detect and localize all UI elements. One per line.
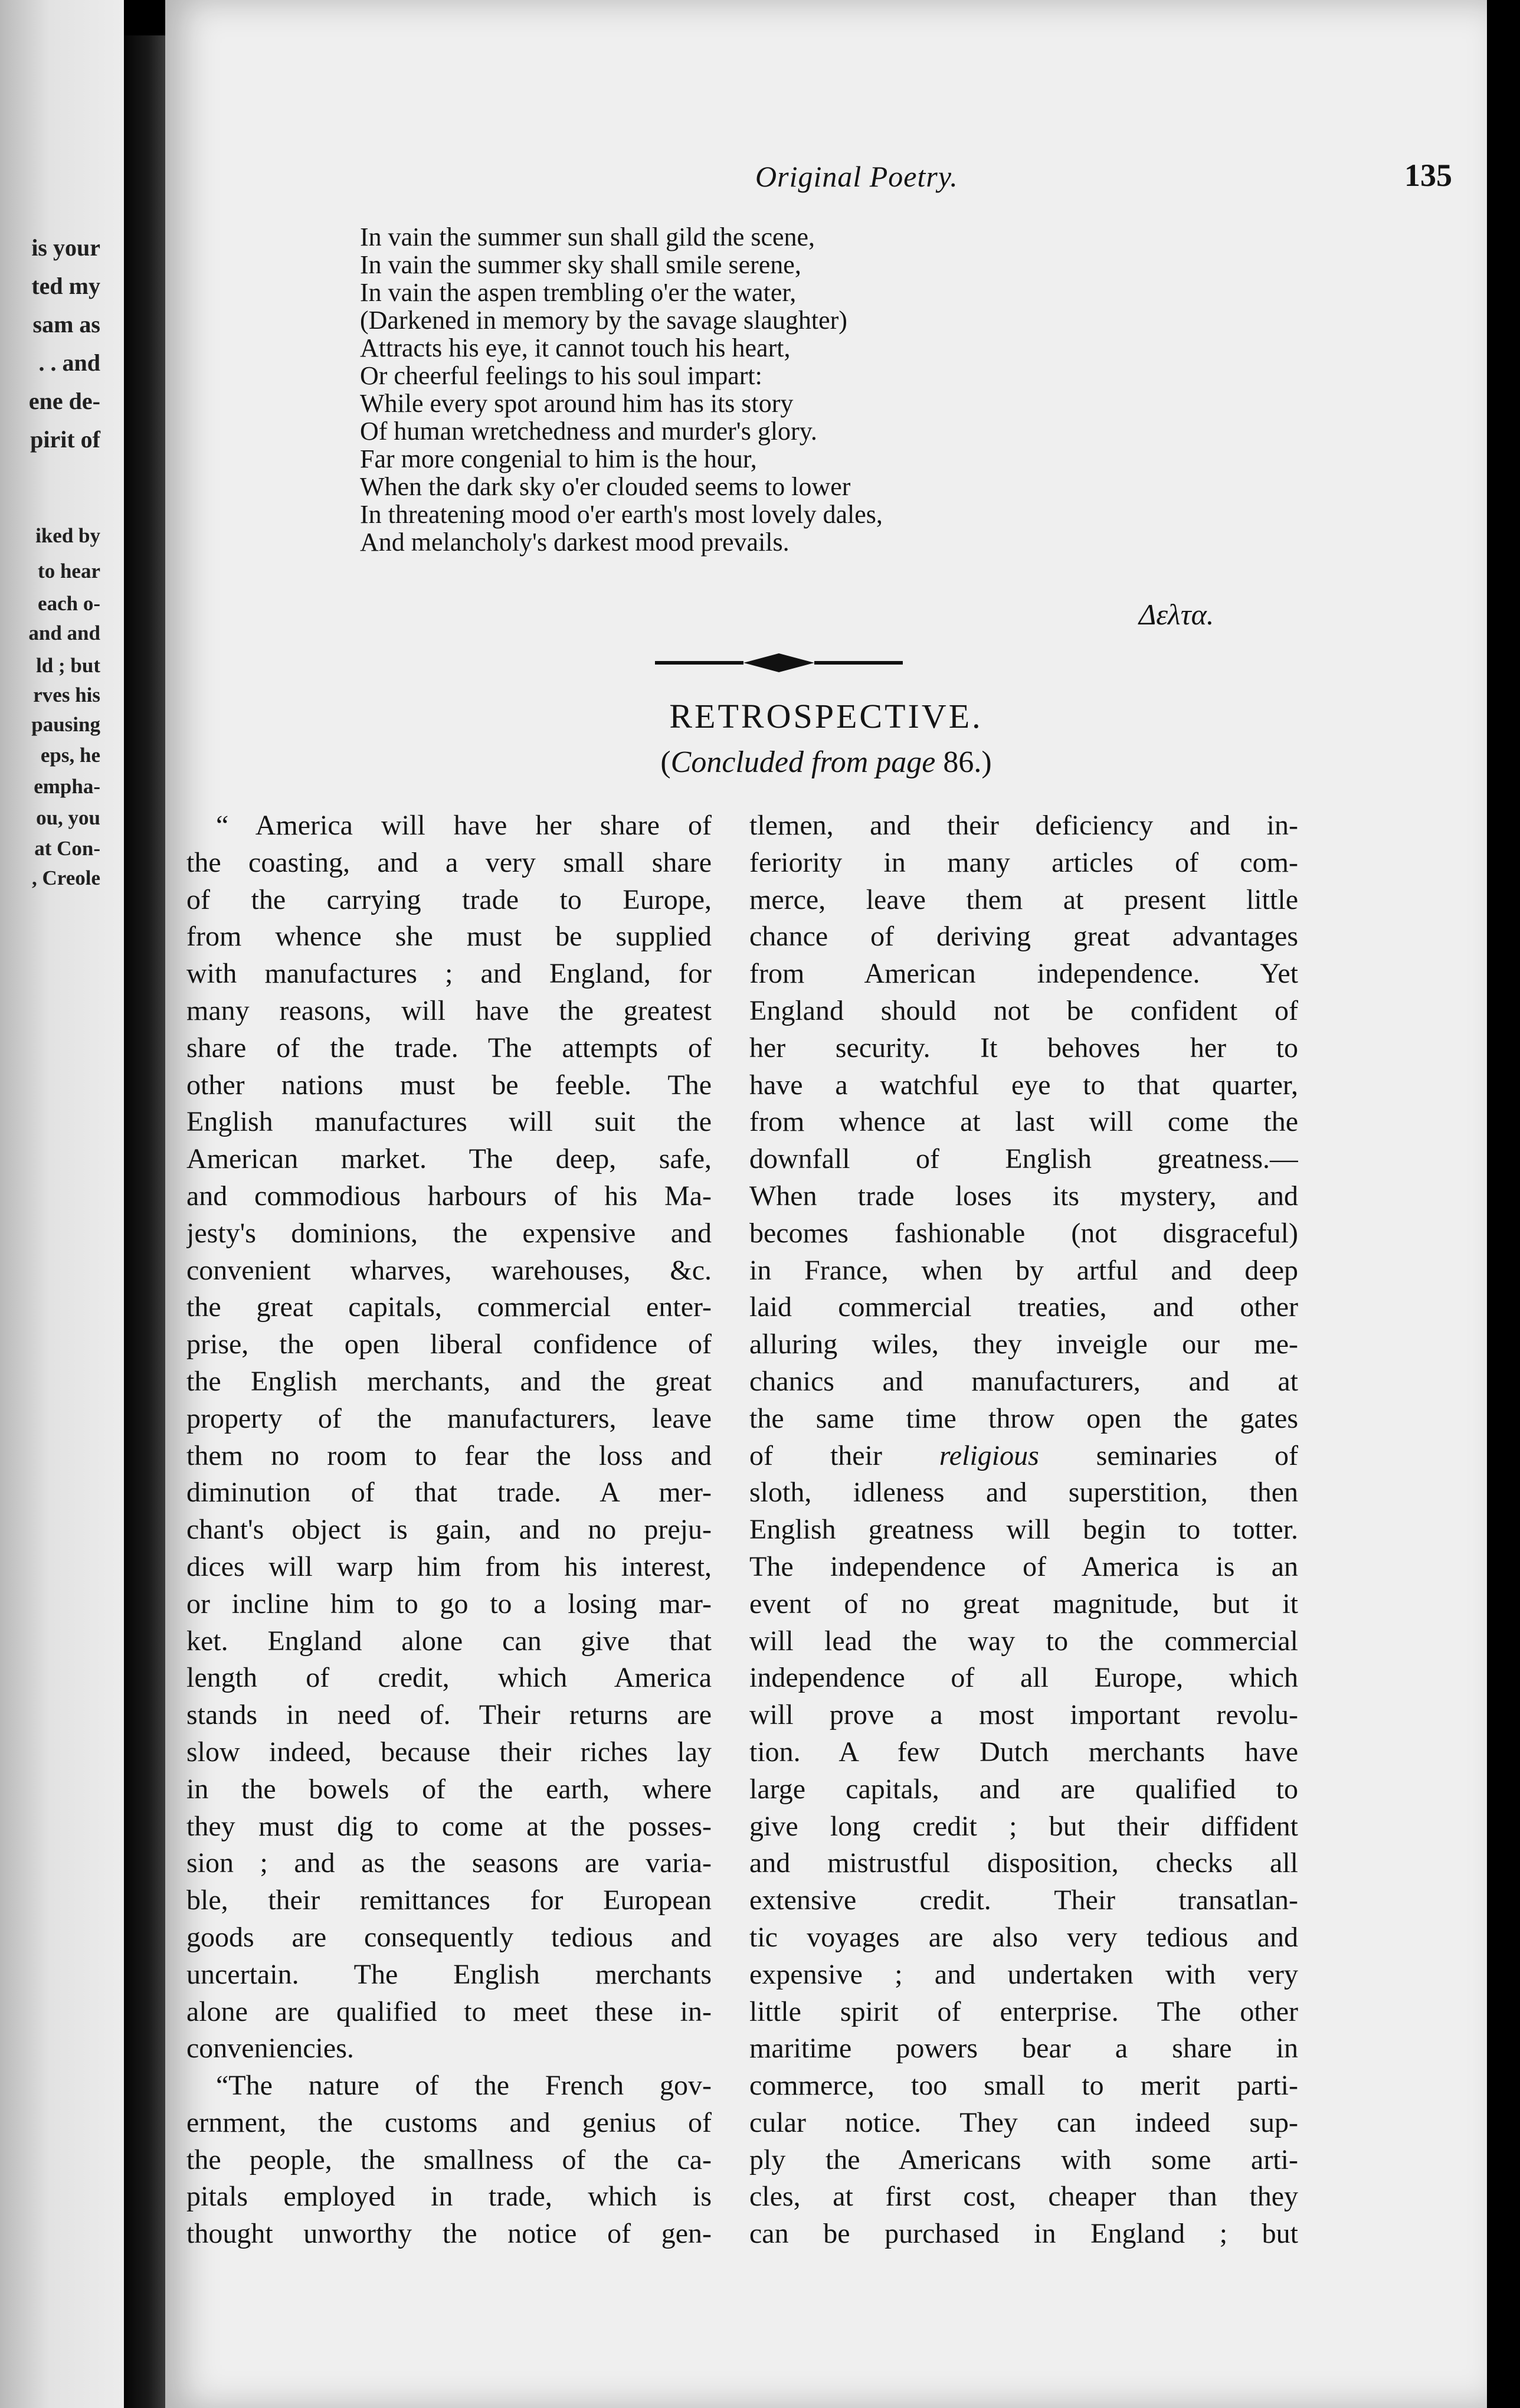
text-line: The independence of America is an	[749, 1550, 1298, 1582]
text-line: give long credit ; but their diffident	[749, 1810, 1298, 1842]
left-page-fragment: to hear	[38, 560, 100, 583]
left-page-fragment: pausing	[31, 713, 100, 736]
book-gutter	[124, 35, 165, 2408]
left-page-fragment: sam as	[32, 311, 100, 338]
text-line: alluring wiles, they inveigle our me-	[749, 1329, 1298, 1360]
text-line: When trade loses its mystery, and	[749, 1180, 1298, 1212]
poem-line: And melancholy's darkest mood prevails.	[360, 528, 790, 557]
text-line: ply the Americans with some arti-	[749, 2144, 1298, 2175]
text-line: laid commercial treaties, and other	[749, 1291, 1298, 1323]
left-column	[186, 807, 712, 2253]
text-line: ble, their remittances for European	[186, 1884, 712, 1916]
text-line: event of no great magnitude, but it	[749, 1588, 1298, 1619]
scan-right-edge	[1487, 0, 1520, 2408]
text-line: with manufactures ; and England, for	[186, 958, 712, 990]
text-line: from American independence. Yet	[749, 958, 1298, 990]
poem-line: In vain the summer sky shall smile serene,	[360, 250, 801, 279]
text-line: extensive credit. Their transatlan-	[749, 1884, 1298, 1916]
text-line: American market. The deep, safe,	[186, 1143, 712, 1175]
text-line: jesty's dominions, the expensive and	[186, 1217, 712, 1249]
text-line: stands in need of. Their returns are	[186, 1699, 712, 1731]
page-number: 135	[1404, 158, 1452, 193]
text-line: merce, leave them at present little	[749, 884, 1298, 915]
text-line: from whence she must be supplied	[186, 921, 712, 953]
text-line: length of credit, which America	[186, 1662, 712, 1694]
text-line: cles, at first cost, cheaper than they	[749, 2181, 1298, 2213]
left-page-fragment: at Con-	[34, 837, 100, 860]
left-page-fragment: , Creole	[32, 866, 100, 889]
text-line: commerce, too small to merit parti-	[749, 2070, 1298, 2102]
text-line: share of the trade. The attempts of	[186, 1032, 712, 1064]
text-line: and commodious harbours of his Ma-	[186, 1180, 712, 1212]
text-line: the same time throw open the gates	[749, 1402, 1298, 1434]
poem-line: Of human wretchedness and murder's glory.	[360, 417, 817, 446]
text-line: her security. It behoves her to	[749, 1032, 1298, 1064]
poem-line: In vain the summer sun shall gild the scene,	[360, 223, 815, 251]
text-line: in the bowels of the earth, where	[186, 1773, 712, 1805]
text-line: sloth, idleness and superstition, then	[749, 1477, 1298, 1509]
text-line: “The nature of the French gov-	[216, 2070, 712, 2102]
poem-line: Attracts his eye, it cannot touch his heart,	[360, 333, 791, 362]
text-line: dices will warp him from his interest,	[186, 1550, 712, 1582]
poem-line: In vain the aspen trembling o'er the water,	[360, 278, 797, 307]
left-page-fragment: eps, he	[40, 744, 100, 767]
left-page-fragment: . . and	[38, 349, 100, 376]
poem-line: (Darkened in memory by the savage slaughter)	[360, 306, 847, 335]
text-line: sion ; and as the seasons are varia-	[186, 1847, 712, 1879]
text-line: will prove a most important revolu-	[749, 1699, 1298, 1731]
text-line: maritime powers bear a share in	[749, 2033, 1298, 2065]
text-line: conveniencies.	[186, 2033, 354, 2065]
left-page-fragment: and and	[28, 621, 100, 644]
text-line: will lead the way to the commercial	[749, 1625, 1298, 1657]
text-line: tion. A few Dutch merchants have	[749, 1736, 1298, 1768]
text-line: English greatness will begin to totter.	[749, 1514, 1298, 1546]
ornament-divider-icon	[655, 652, 903, 673]
article-subtitle: (Concluded from page 86.)	[660, 745, 992, 779]
text-line: property of the manufacturers, leave	[186, 1402, 712, 1434]
text-line: feriority in many articles of com-	[749, 846, 1298, 878]
text-line: in France, when by artful and deep	[749, 1254, 1298, 1286]
text-line: ket. England alone can give that	[186, 1625, 712, 1657]
text-line: many reasons, will have the greatest	[186, 994, 712, 1026]
text-line: other nations must be feeble. The	[186, 1069, 712, 1101]
left-page-fragment: ted my	[31, 273, 100, 299]
text-line: thought unworthy the notice of gen-	[186, 2218, 712, 2250]
text-line: uncertain. The English merchants	[186, 1958, 712, 1990]
previous-page-edge	[0, 0, 124, 2408]
text-line: the great capitals, commercial enter-	[186, 1291, 712, 1323]
text-line: downfall of English greatness.—	[749, 1143, 1298, 1175]
text-line: slow indeed, because their riches lay	[186, 1736, 712, 1768]
poem-line: Far more congenial to him is the hour,	[360, 444, 757, 473]
text-line: chanics and manufacturers, and at	[749, 1365, 1298, 1397]
text-line: the people, the smallness of the ca-	[186, 2144, 712, 2175]
left-page-fragment: ld ; but	[36, 654, 100, 677]
text-line: have a watchful eye to that quarter,	[749, 1069, 1298, 1101]
poem	[360, 223, 883, 556]
text-line: large capitals, and are qualified to	[749, 1773, 1298, 1805]
left-page-fragment: rves his	[33, 683, 100, 706]
subtitle-page: 86.)	[935, 745, 992, 779]
left-page-fragment: ene de-	[28, 388, 100, 414]
poem-line: While every spot around him has its story	[360, 389, 794, 418]
article-title: RETROSPECTIVE.	[669, 697, 983, 735]
subtitle-italic: Concluded from page	[670, 745, 936, 779]
text-line: of the carrying trade to Europe,	[186, 884, 712, 915]
left-page-fragment: pirit of	[30, 426, 100, 453]
text-line: can be purchased in England ; but	[749, 2218, 1298, 2250]
text-line: tic voyages are also very tedious and	[749, 1921, 1298, 1953]
text-line: the coasting, and a very small share	[186, 846, 712, 878]
text-line: alone are qualified to meet these in-	[186, 1995, 712, 2027]
left-page-fragment: empha-	[34, 775, 100, 798]
text-line: convenient wharves, warehouses, &c.	[186, 1254, 712, 1286]
text-line: they must dig to come at the posses-	[186, 1810, 712, 1842]
text-line: the English merchants, and the great	[186, 1365, 712, 1397]
running-head: Original Poetry.	[755, 160, 958, 193]
emphasis-word: religious	[939, 1439, 1039, 1471]
text-line: England should not be confident of	[749, 994, 1298, 1026]
text-line: diminution of that trade. A mer-	[186, 1477, 712, 1509]
text-line: cular notice. They can indeed sup-	[749, 2106, 1298, 2138]
text-line: little spirit of enterprise. The other	[749, 1995, 1298, 2027]
text-line: tlemen, and their deficiency and in-	[749, 810, 1298, 841]
text-line: chant's object is gain, and no preju-	[186, 1514, 712, 1546]
book-page	[165, 0, 1487, 2408]
text-line: and mistrustful disposition, checks all	[749, 1847, 1298, 1879]
right-column	[749, 807, 1298, 2253]
text-line: from whence at last will come the	[749, 1106, 1298, 1138]
poem-line: In threatening mood o'er earth's most lovely dales,	[360, 500, 883, 529]
poem-line: When the dark sky o'er clouded seems to lower	[360, 472, 851, 501]
left-page-fragment: iked by	[35, 524, 100, 547]
poem-signature: Δελτα.	[1139, 598, 1214, 631]
text-line: ernment, the customs and genius of	[186, 2106, 712, 2138]
text-line: or incline him to go to a losing mar-	[186, 1588, 712, 1619]
text-line: becomes fashionable (not disgraceful)	[749, 1217, 1298, 1249]
left-page-fragment: each o-	[38, 592, 100, 615]
text-line: goods are consequently tedious and	[186, 1921, 712, 1953]
text-line: independence of all Europe, which	[749, 1662, 1298, 1694]
left-page-fragment: ou, you	[36, 806, 100, 829]
text-line: of their religious seminaries of	[749, 1439, 1298, 1471]
text-line: them no room to fear the loss and	[186, 1439, 712, 1471]
text-line: chance of deriving great advantages	[749, 921, 1298, 953]
poem-line: Or cheerful feelings to his soul impart:	[360, 361, 762, 390]
text-line: English manufactures will suit the	[186, 1106, 712, 1138]
text-line: expensive ; and undertaken with very	[749, 1958, 1298, 1990]
text-line: “ America will have her share of	[216, 810, 712, 841]
left-page-fragment: is your	[31, 234, 100, 261]
text-line: prise, the open liberal confidence of	[186, 1329, 712, 1360]
text-line: pitals employed in trade, which is	[186, 2181, 712, 2213]
